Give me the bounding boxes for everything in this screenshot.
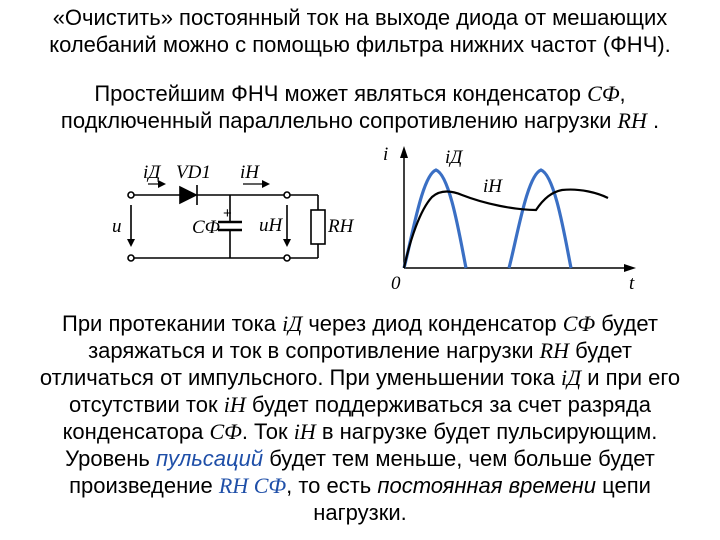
graph-origin-label: 0	[391, 273, 401, 294]
intro-line-1: «Очистить» постоянный ток на выходе диода от мешающих	[52, 5, 668, 30]
capacitor-symbol: CФ	[587, 81, 620, 106]
rc-product-symbol: RН CФ	[218, 473, 287, 498]
explanation-line-2: заряжаться и ток в сопротивление нагрузки RН будет	[88, 338, 632, 363]
circuit-label-diode: VD1	[176, 162, 211, 183]
diode-icon	[180, 185, 197, 205]
input-voltage-arrow	[127, 205, 135, 247]
terminal-input-top	[128, 192, 134, 198]
graph-x-label: t	[629, 273, 635, 294]
terminal-output-bottom	[284, 255, 290, 261]
y-axis-arrow-icon	[400, 146, 408, 158]
circuit-label-capacitor: CФ	[192, 217, 220, 238]
circuit-label-load-voltage: uН	[259, 215, 283, 236]
terminal-input-bottom	[128, 255, 134, 261]
diode-current-pulse-1	[404, 170, 466, 268]
terminal-output-top	[284, 192, 290, 198]
x-axis-arrow-icon	[624, 264, 636, 272]
explanation-paragraph	[0, 310, 720, 526]
resistor-icon	[311, 195, 325, 258]
load-current-curve	[404, 190, 608, 268]
explanation-line-7: произведение RН CФ, то есть постоянная времени цепи	[69, 473, 651, 498]
explanation-line-1: При протекании тока iД через диод конденсатор CФ будет	[62, 311, 658, 336]
circuit-label-diode-current: iД	[143, 162, 161, 183]
simplest-line-1: Простейшим ФНЧ может являться конденсатор CФ,	[94, 81, 626, 106]
explanation-line-3: отличаться от импульсного. При уменьшении тока iД и при его	[39, 365, 681, 390]
current-graph	[400, 146, 636, 272]
circuit-label-load-current: iН	[240, 162, 259, 183]
graph-load-current-label: iН	[483, 176, 502, 197]
load-voltage-arrow	[283, 205, 291, 247]
simplest-line-2: подключенный параллельно сопротивлению нагрузки RН .	[60, 108, 660, 133]
capacitor-plus-sign: +	[223, 205, 232, 222]
explanation-line-6: Уровень пульсаций будет тем меньше, чем больше будет	[65, 446, 655, 471]
circuit-label-resistor: RН	[328, 216, 354, 237]
graph-diode-current-label: iД	[445, 147, 463, 168]
intro-line-2: колебаний можно с помощью фильтра нижних частот (ФНЧ).	[49, 32, 671, 57]
circuit-label-input-voltage: u	[112, 216, 122, 237]
ripple-link[interactable]: пульсаций	[155, 446, 264, 471]
resistor-symbol: RН	[617, 108, 647, 133]
diode-current-pulse-2	[509, 170, 571, 268]
time-constant-term: постоянная времени	[377, 473, 596, 498]
graph-y-label: i	[383, 144, 389, 165]
explanation-line-8: нагрузки.	[313, 500, 407, 525]
explanation-line-5: конденсатора CФ. Ток iН в нагрузке будет пульсирующим.	[62, 419, 658, 444]
explanation-line-4: отсутствии ток iН будет поддерживаться за счет разряда	[69, 392, 651, 417]
